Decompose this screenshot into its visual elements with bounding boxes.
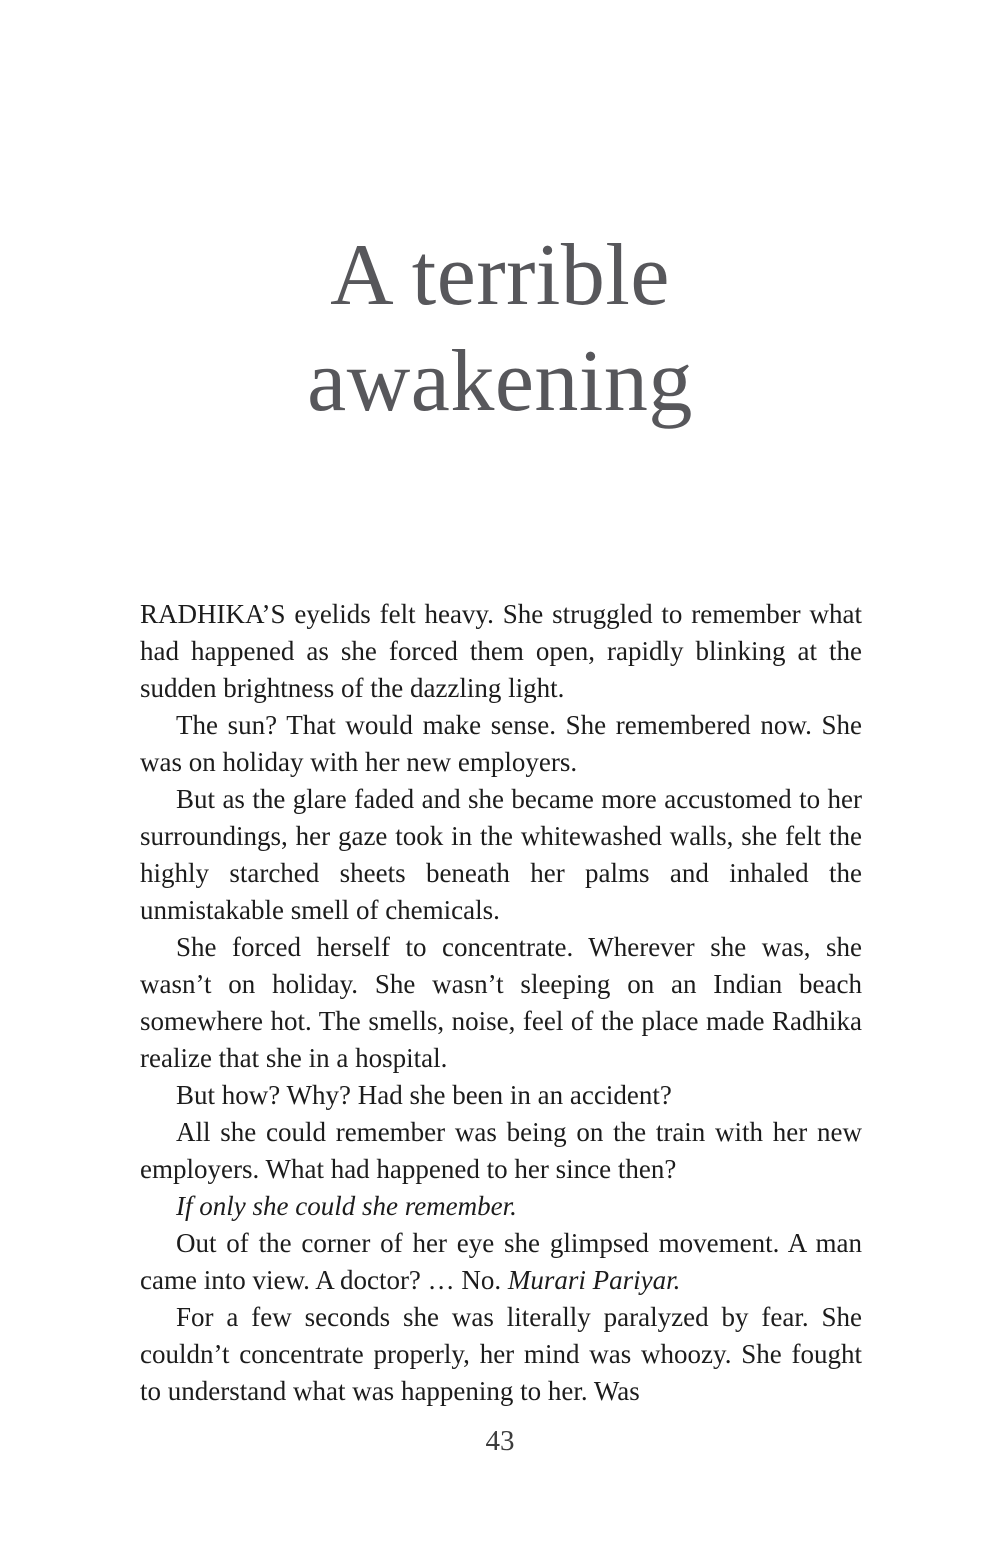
text-run: RADHIKA’S eyelids felt heavy. She struggled to remember what had happened as she forced them open, rapidly blinking at the sudden brightness of the dazzling light. (140, 599, 862, 703)
chapter-title-line2: awakening (307, 333, 693, 430)
chapter-title-line1: A terrible (330, 227, 670, 324)
text-run: The sun? That would make sense. She remembered now. She was on holiday with her new employers. (140, 710, 862, 777)
paragraph (140, 929, 862, 1077)
italic-text-run: Murari Pariyar. (507, 1265, 681, 1295)
text-run: For a few seconds she was literally paralyzed by fear. She couldn’t concentrate properly, her mind was whoozy. She fought to understand what was happening to her. Was (140, 1302, 862, 1406)
text-run: Out of the corner of her eye she glimpsed movement. A man came into view. A doctor? … No. (140, 1228, 862, 1295)
paragraph (140, 707, 862, 781)
italic-text-run: If only she could she remember. (176, 1191, 517, 1221)
text-run: But as the glare faded and she became more accustomed to her surroundings, her gaze took in the whitewashed walls, she felt the highly starched sheets beneath her palms and inhaled the unmistakable smell of chemicals. (140, 784, 862, 925)
text-run: She forced herself to concentrate. Wherever she was, she wasn’t on holiday. She wasn’t sleeping on an Indian beach somewhere hot. The smells, noise, feel of the place made Radhika realize that she in a hospital. (140, 932, 862, 1073)
paragraph (140, 781, 862, 929)
body-text (140, 596, 862, 1410)
paragraph (140, 1188, 862, 1225)
paragraph (140, 1225, 862, 1299)
chapter-title (0, 223, 1000, 435)
text-run: But how? Why? Had she been in an accident? (176, 1080, 672, 1110)
paragraph (140, 1299, 862, 1410)
page-number: 43 (485, 1425, 515, 1457)
paragraph (140, 596, 862, 707)
paragraph (140, 1114, 862, 1188)
paragraph (140, 1077, 862, 1114)
text-run: All she could remember was being on the train with her new employers. What had happened to her since then? (140, 1117, 862, 1184)
